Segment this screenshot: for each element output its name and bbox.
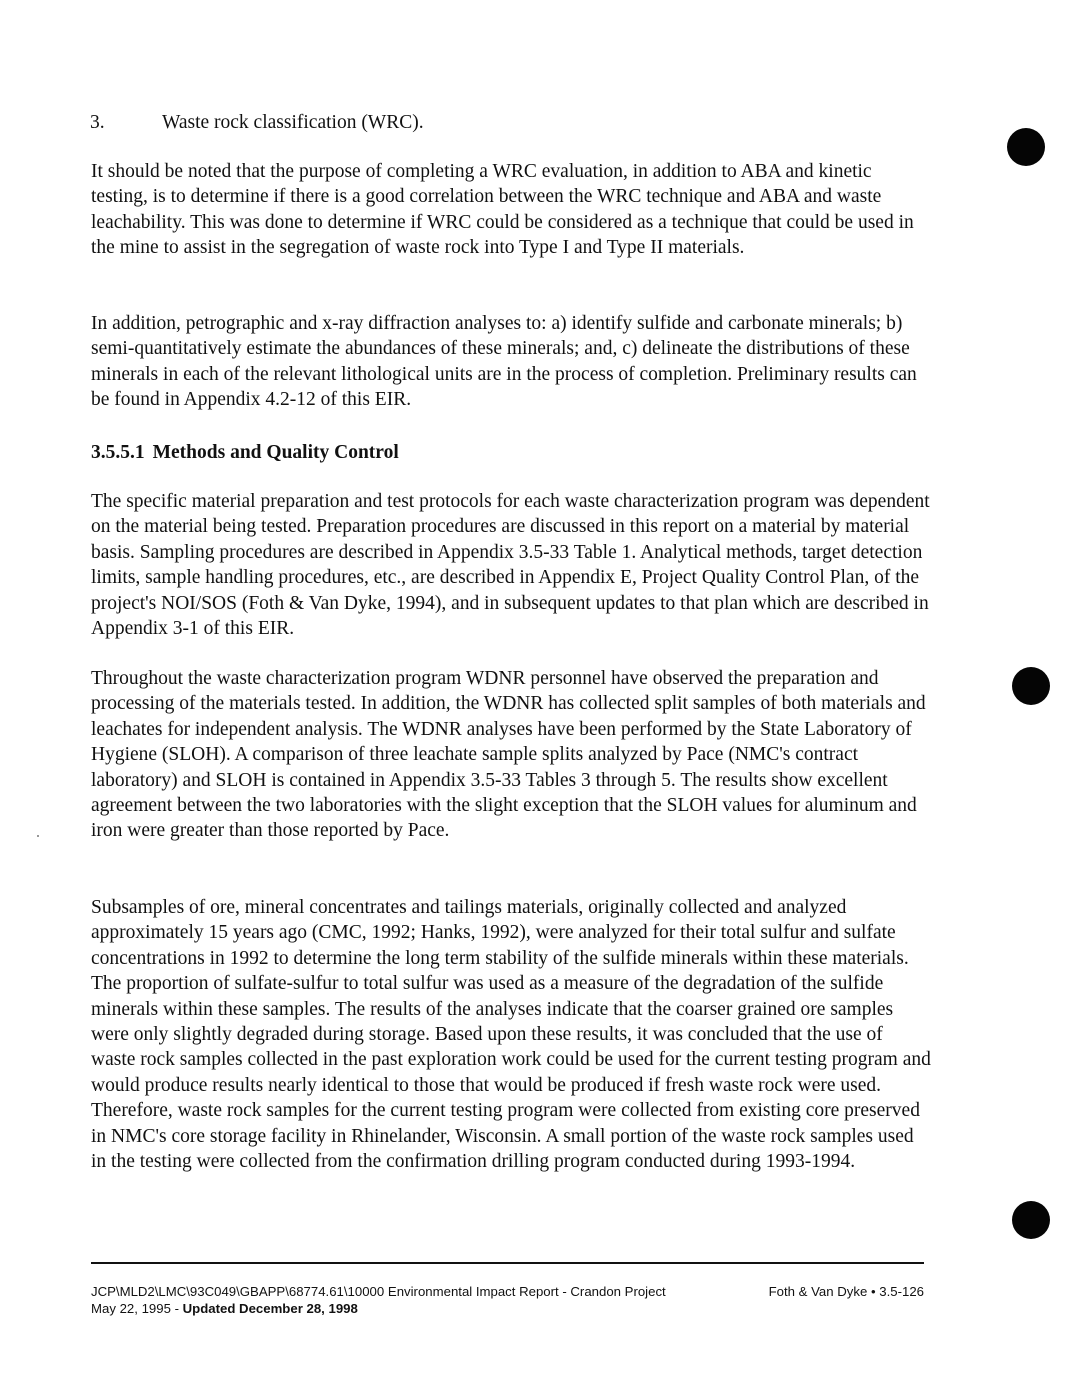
paragraph-petrographic-analyses: In addition, petrographic and x-ray diffraction analyses to: a) identify sulfide and carbonate minerals; b) semi-quantitatively estimate the abundances of these minerals; and, c) delineate the distributions of these minerals in each of the relevant lithological units are in the process of completion. Preliminary results can be found in Appendix 4.2-12 of this EIR. (91, 313, 917, 411)
paragraph-wdnr-oversight: Throughout the waste characterization program WDNR personnel have observed the preparation and processing of the materials tested. In addition, the WDNR has collected split samples of both materials and leachates for independent analysis. The WDNR analyses have been performed by the State Laboratory of Hygiene (SLOH). A comparison of three leachate sample splits analyzed by Pace (NMC's contract laboratory) and SLOH is contained in Appendix 3.5-33 Tables 3 through 5. The results show excellent agreement between the two laboratories with the slight exception that the SLOH values for aluminum and iron were greater than those reported by Pace. (91, 668, 926, 842)
footer-page-number: 3.5-126 (879, 1284, 924, 1299)
punch-hole-top (1007, 128, 1045, 166)
footer-bullet: • (870, 1284, 876, 1299)
footer-updated: Updated December 28, 1998 (182, 1301, 358, 1316)
list-item-text: Waste rock classification (WRC). (162, 112, 424, 133)
scan-speck (37, 835, 39, 837)
footer-page-ref (769, 1283, 924, 1300)
footer-company: Foth & Van Dyke (768, 1284, 868, 1299)
punch-hole-middle (1012, 667, 1050, 705)
list-item-3 (90, 110, 424, 135)
section-heading-number: 3.5.5.1 (91, 442, 145, 463)
punch-hole-bottom (1012, 1201, 1050, 1239)
section-heading (91, 440, 399, 465)
footer-rule (91, 1262, 924, 1264)
footer-line-2 (91, 1300, 924, 1317)
footer-date: May 22, 1995 - (91, 1301, 183, 1316)
paragraph-subsamples: Subsamples of ore, mineral concentrates and tailings materials, originally collected and analyzed approximately 15 years ago (CMC, 1992; Hanks, 1992), were analyzed for their total sulfur and sulfate concentrations in 1992 to determine the long term stability of the sulfide minerals within these materials. The proportion of sulfate-sulfur to total sulfur was used as a measure of the degradation of the sulfide minerals within these samples. The results of the analyses indicate that the coarser grained ore samples were only slightly degraded during storage. Based upon these results, it was concluded that the use of waste rock samples collected in the past exploration work could be used for the current testing program and would produce results nearly identical to those that would be produced if fresh waste rock were used. Therefore, waste rock samples for the current testing program were collected from existing core preserved in NMC's core storage facility in Rhinelander, Wisconsin. A small portion of the waste rock samples used in the testing were collected from the confirmation drilling program conducted during 1993-1994. (91, 897, 931, 1173)
footer-file-path: JCP\MLD2\LMC\93C049\GBAPP\68774.61\10000 (91, 1284, 385, 1299)
paragraph-test-protocols: The specific material preparation and test protocols for each waste characterization program was dependent on the material being tested. Preparation procedures are discussed in this report on a material by material basis. Sampling procedures are described in Appendix 3.5-33 Table 1. Analytical methods, target detection limits, sample handling procedures, etc., are described in Appendix E, Project Quality Control Plan, of the project's NOI/SOS (Foth & Van Dyke, 1994), and in subsequent updates to that plan which are described in Appendix 3-1 of this EIR. (91, 491, 930, 640)
footer-report-title: Environmental Impact Report - Crandon Project (387, 1284, 666, 1299)
paragraph-wrc-purpose: It should be noted that the purpose of completing a WRC evaluation, in addition to ABA and kinetic testing, is to determine if there is a good correlation between the WRC technique and ABA and waste leachability. This was done to determine if WRC could be considered as a technique that could be used in the mine to assist in the segregation of waste rock into Type I and Type II materials. (91, 161, 914, 259)
list-item-number: 3. (90, 112, 105, 133)
section-heading-title: Methods and Quality Control (152, 442, 399, 463)
footer-line-1 (91, 1283, 924, 1300)
